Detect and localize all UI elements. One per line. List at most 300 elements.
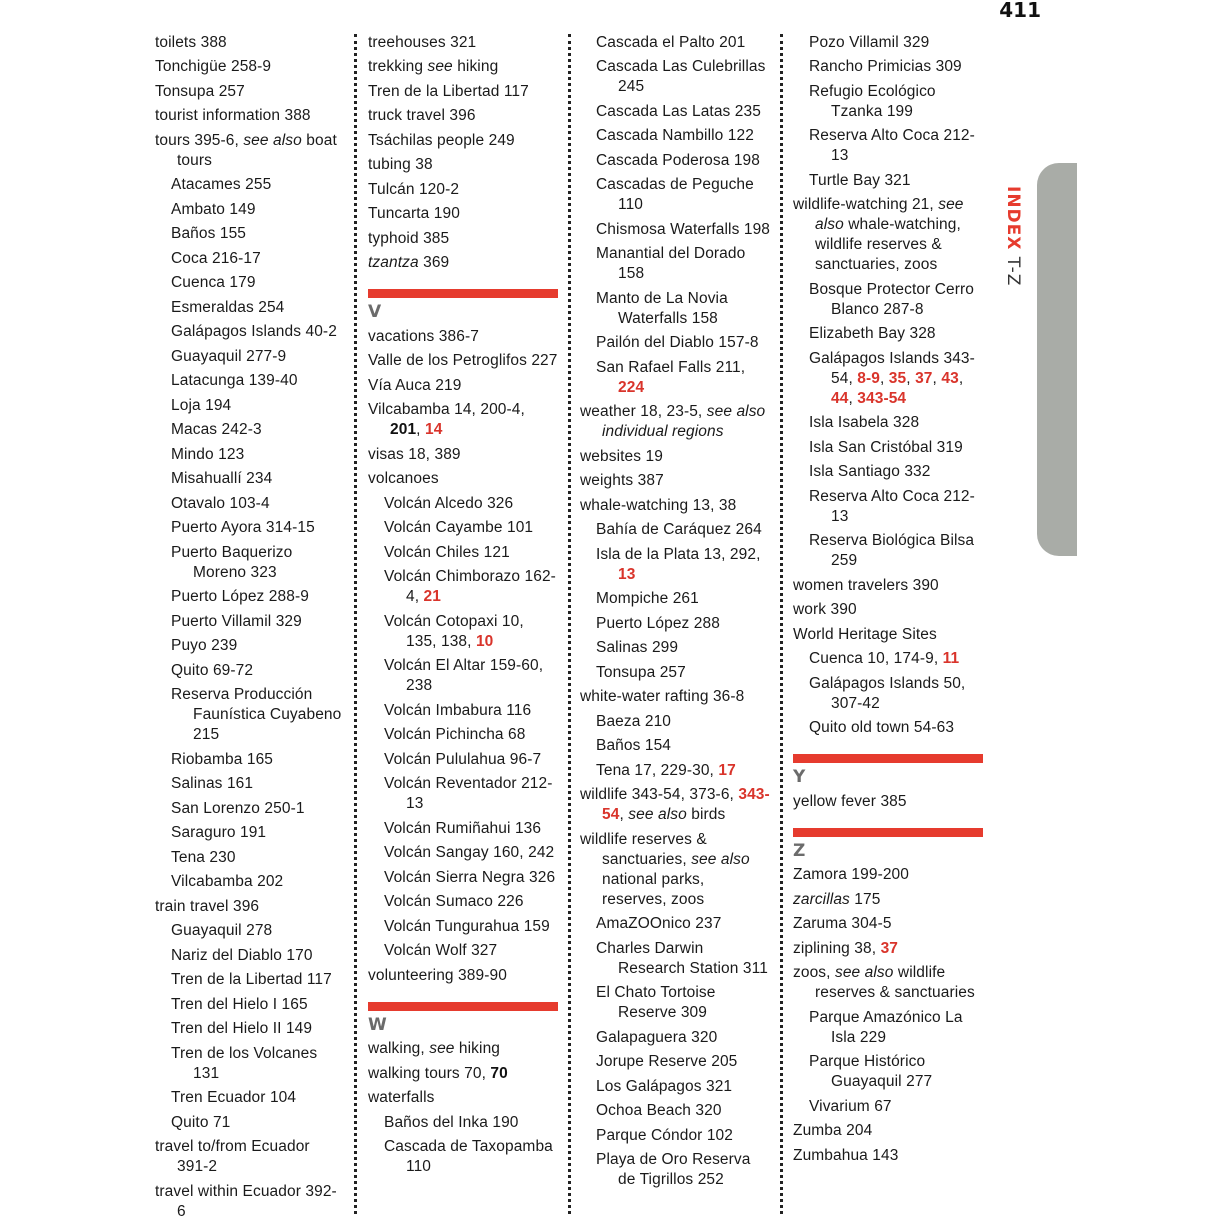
- entry-text: hiking: [454, 1040, 501, 1057]
- entry-text: Zamora 199-200: [793, 866, 909, 883]
- index-subentry: [155, 799, 345, 819]
- index-entry: [793, 625, 983, 645]
- index-entry: [368, 966, 558, 986]
- entry-text: zarcillas: [793, 890, 850, 908]
- entry-text: Volcán Pichincha 68: [384, 726, 526, 743]
- index-subentry: [368, 725, 558, 745]
- entry-text: Galapaguera 320: [596, 1028, 718, 1046]
- entry-text: Isla Isabela 328: [809, 414, 920, 431]
- entry-text: Macas 242-3: [171, 421, 262, 438]
- index-entry: [368, 180, 558, 200]
- index-subentry: [155, 774, 345, 794]
- entry-text: Galápagos Islands 40-2: [171, 323, 337, 340]
- entry-text: Volcán Chiles 121: [384, 543, 510, 561]
- entry-text: see also: [628, 806, 687, 823]
- entry-text: Ochoa Beach 320: [596, 1102, 722, 1119]
- photo-page-ref: 44: [831, 389, 849, 407]
- photo-page-ref: 35: [888, 369, 907, 387]
- entry-text: San Rafael Falls 211,: [596, 358, 746, 376]
- index-subentry: [580, 614, 772, 634]
- entry-text: Baños 155: [171, 225, 247, 242]
- entry-text: Volcán Rumiñahui 136: [384, 819, 542, 837]
- index-subentry: [580, 220, 772, 240]
- index-subentry: [155, 636, 345, 656]
- index-entry: [155, 106, 345, 126]
- index-entry: [580, 471, 772, 491]
- photo-page-ref: 17: [718, 761, 736, 779]
- index-subentry: [580, 1077, 772, 1097]
- index-entry: [155, 131, 345, 171]
- index-entry: [580, 402, 772, 442]
- index-entry: [368, 400, 558, 440]
- index-subentry: [580, 939, 772, 979]
- index-entry: [793, 600, 983, 620]
- entry-text: Tonsupa 257: [155, 82, 245, 100]
- entry-text: tourist information 388: [155, 107, 311, 124]
- entry-text: Volcán Sierra Negra 326: [384, 868, 556, 886]
- index-subentry: [580, 333, 772, 353]
- index-subentry: [580, 761, 772, 781]
- entry-text: Cascada Las Latas 235: [596, 102, 761, 120]
- index-subentry: [580, 102, 772, 122]
- entry-text: Reserva Alto Coca 212-13: [809, 127, 975, 164]
- entry-text: Puyo 239: [171, 637, 238, 654]
- index-subentry: [155, 396, 345, 416]
- entry-text: truck travel 396: [368, 107, 476, 124]
- map-page-ref: 201: [390, 421, 417, 438]
- index-subentry: [368, 612, 558, 652]
- entry-text: websites 19: [580, 447, 663, 465]
- entry-text: see: [429, 1040, 455, 1057]
- entry-text: Bahía de Caráquez 264: [596, 521, 762, 538]
- index-subentry: [580, 1150, 772, 1190]
- index-entry: [368, 469, 558, 489]
- section-letter: V: [368, 302, 382, 322]
- index-entry: [368, 327, 558, 347]
- entry-text: Reserva Alto Coca 212-13: [809, 487, 975, 525]
- entry-text: Tulcán 120-2: [368, 180, 460, 198]
- index-subentry: [580, 33, 772, 53]
- index-entry: [580, 785, 772, 825]
- section-bar: [368, 289, 558, 298]
- photo-page-ref: 343-54: [602, 786, 770, 823]
- index-subentry: [793, 324, 983, 344]
- index-subentry: [793, 126, 983, 166]
- entry-text: Otavalo 103-4: [171, 494, 270, 512]
- index-entry: [368, 1088, 558, 1108]
- entry-text: Tren Ecuador 104: [171, 1089, 297, 1106]
- entry-text: trekking: [368, 58, 428, 75]
- entry-text: walking,: [368, 1040, 430, 1057]
- entry-text: Puerto López 288-9: [171, 588, 309, 605]
- entry-text: see also: [691, 850, 750, 868]
- index-subentry: [368, 494, 558, 514]
- entry-text: ,: [879, 369, 889, 387]
- entry-text: tours 395-6,: [155, 131, 244, 149]
- index-subentry: [793, 531, 983, 571]
- photo-page-ref: 14: [425, 421, 443, 438]
- index-subentry: [155, 685, 345, 745]
- entry-text: Turtle Bay 321: [809, 171, 911, 189]
- index-subentry: [155, 494, 345, 514]
- index-subentry: [580, 57, 772, 97]
- entry-text: Tena 17, 229-30,: [596, 761, 719, 779]
- entry-text: Volcán Imbabura 116: [384, 701, 532, 719]
- entry-text: zoos,: [793, 964, 835, 981]
- entry-text: see also: [243, 131, 302, 149]
- entry-text: Volcán Chimborazo 162-4,: [384, 568, 556, 605]
- entry-text: AmaZOOnico 237: [596, 915, 722, 932]
- index-entry: [368, 204, 558, 224]
- entry-text: Vivarium 67: [809, 1097, 892, 1115]
- entry-text: treehouses 321: [368, 33, 477, 51]
- section-bar: [793, 754, 983, 763]
- entry-text: Rancho Primicias 309: [809, 58, 962, 75]
- index-subentry: [793, 674, 983, 714]
- entry-text: San Lorenzo 250-1: [171, 799, 305, 817]
- entry-text: typhoid 385: [368, 229, 450, 247]
- entry-text: Bosque Protector Cerro Blanco 287-8: [809, 280, 975, 318]
- index-subentry: [368, 656, 558, 696]
- index-entry: [368, 1039, 558, 1059]
- index-subentry: [793, 487, 983, 527]
- section-bar: [368, 1002, 558, 1011]
- entry-text: Chismosa Waterfalls 198: [596, 220, 771, 238]
- index-subentry: [793, 82, 983, 122]
- index-entry: [368, 445, 558, 465]
- index-entry: [793, 576, 983, 596]
- entry-text: waterfalls: [368, 1089, 435, 1106]
- entry-text: whale-watching 13, 38: [580, 496, 737, 514]
- index-subentry: [793, 33, 983, 53]
- index-subentry: [368, 819, 558, 839]
- index-subentry: [793, 438, 983, 458]
- photo-page-ref: 13: [618, 565, 636, 583]
- photo-page-ref: 11: [942, 650, 960, 667]
- entry-text: Refugio Ecológico Tzanka 199: [809, 82, 936, 120]
- entry-text: Jorupe Reserve 205: [596, 1053, 738, 1070]
- entry-text: Tren de la Libertad 117: [368, 82, 529, 100]
- entry-text: Volcán Cayambe 101: [384, 519, 534, 536]
- index-subentry: [155, 1044, 345, 1084]
- index-subentry: [368, 1137, 558, 1177]
- index-subentry: [155, 823, 345, 843]
- index-subentry: [368, 892, 558, 912]
- index-subentry: [368, 518, 558, 538]
- index-column-4: [793, 28, 983, 1166]
- entry-text: Mindo 123: [171, 445, 245, 463]
- photo-page-ref: 43: [941, 369, 959, 387]
- entry-text: Volcán Reventador 212-13: [384, 775, 553, 812]
- entry-text: see also: [706, 403, 766, 420]
- index-subentry: [155, 200, 345, 220]
- section-letter: Z: [793, 840, 806, 861]
- index-subentry: [155, 587, 345, 607]
- index-subentry: [580, 151, 772, 171]
- index-subentry: [580, 244, 772, 284]
- index-entry: [155, 897, 345, 917]
- entry-text: Volcán Alcedo 326: [384, 494, 514, 512]
- entry-text: women travelers 390: [793, 576, 939, 594]
- index-subentry: [580, 589, 772, 609]
- entry-text: Volcán El Altar 159-60, 238: [384, 657, 544, 694]
- entry-text: Galápagos Islands 50, 307-42: [809, 674, 966, 712]
- index-entry: [368, 351, 558, 371]
- index-subentry: [368, 701, 558, 721]
- entry-text: ,: [906, 369, 916, 387]
- side-tab-range: T-Z: [1003, 256, 1023, 287]
- index-subentry: [580, 914, 772, 934]
- entry-text: Esmeraldas 254: [171, 298, 285, 316]
- index-subentry: [793, 171, 983, 191]
- index-subentry: [155, 347, 345, 367]
- entry-text: whale-watching, wildlife reserves & sanctuaries, zoos: [815, 216, 961, 273]
- entry-text: Tonchigüe 258-9: [155, 58, 272, 75]
- section-letter: W: [368, 1014, 387, 1035]
- index-entry: [580, 830, 772, 910]
- index-subentry: [580, 638, 772, 658]
- entry-text: Loja 194: [171, 396, 232, 414]
- entry-text: vacations 386-7: [368, 327, 479, 345]
- index-subentry: [155, 469, 345, 489]
- entry-text: Manantial del Dorado 158: [596, 245, 746, 282]
- entry-text: Volcán Pululahua 96-7: [384, 750, 542, 768]
- entry-text: weights 387: [580, 472, 664, 489]
- entry-text: volcanoes: [368, 470, 439, 487]
- index-subentry: [580, 1101, 772, 1121]
- index-subentry: [580, 712, 772, 732]
- map-page-ref: 70: [490, 1064, 508, 1082]
- entry-text: Pozo Villamil 329: [809, 33, 930, 51]
- index-subentry: [368, 750, 558, 770]
- entry-text: Charles Darwin Research Station 311: [596, 939, 768, 977]
- entry-text: ,: [958, 369, 964, 387]
- index-entry: [793, 195, 983, 275]
- entry-text: Parque Histórico Guayaquil 277: [809, 1053, 933, 1090]
- index-subentry: [155, 371, 345, 391]
- index-subentry: [155, 970, 345, 990]
- entry-text: Guayaquil 278: [171, 922, 273, 939]
- index-entry: [155, 1137, 345, 1177]
- photo-page-ref: 37: [915, 369, 933, 387]
- index-entry: [368, 106, 558, 126]
- index-entry: [155, 1182, 345, 1222]
- entry-text: individual regions: [602, 423, 724, 440]
- entry-text: wildlife reserves & sanctuaries,: [580, 830, 707, 868]
- entry-text: boat tours: [177, 131, 337, 169]
- entry-text: Vía Auca 219: [368, 376, 462, 394]
- index-subentry: [155, 612, 345, 632]
- entry-text: Tren del Hielo II 149: [171, 1020, 313, 1037]
- index-subentry: [793, 1097, 983, 1117]
- entry-text: Puerto Villamil 329: [171, 612, 302, 630]
- entry-text: national parks, reserves, zoos: [602, 870, 705, 908]
- entry-text: wildlife 343-54, 373-6,: [580, 786, 739, 803]
- entry-text: Los Galápagos 321: [596, 1077, 733, 1095]
- index-subentry: [368, 567, 558, 607]
- index-entry: [368, 155, 558, 175]
- index-column-3: [580, 28, 772, 1190]
- index-subentry: [368, 941, 558, 961]
- index-subentry: [580, 289, 772, 329]
- entry-text: Tren del Hielo I 165: [171, 995, 308, 1013]
- entry-text: Parque Cóndor 102: [596, 1126, 733, 1144]
- entry-text: birds: [686, 806, 726, 823]
- entry-text: train travel 396: [155, 897, 260, 915]
- entry-text: ziplining 38,: [793, 939, 881, 957]
- entry-text: Cascadas de Peguche 110: [596, 176, 754, 213]
- entry-text: white-water rafting 36-8: [580, 688, 745, 705]
- index-entry: [793, 963, 983, 1003]
- entry-text: Baños del Inka 190: [384, 1113, 519, 1131]
- entry-text: Mompiche 261: [596, 590, 699, 607]
- photo-page-ref: 21: [423, 588, 441, 605]
- column-divider: [780, 34, 783, 1214]
- entry-text: Cascada de Taxopamba 110: [384, 1138, 553, 1175]
- column-divider: [354, 34, 357, 1214]
- entry-text: Baeza 210: [596, 712, 672, 730]
- section-bar: [793, 828, 983, 837]
- entry-text: Zumba 204: [793, 1122, 873, 1139]
- index-entry: [793, 939, 983, 959]
- index-subentry: [368, 917, 558, 937]
- entry-text: Zaruma 304-5: [793, 915, 892, 932]
- index-subentry: [793, 413, 983, 433]
- entry-text: toilets 388: [155, 33, 227, 51]
- entry-text: Reserva Producción Faunística Cuyabeno 215: [171, 686, 342, 743]
- entry-text: Puerto Baquerizo Moreno 323: [171, 543, 293, 581]
- entry-text: Cascada Poderosa 198: [596, 151, 761, 169]
- entry-text: hiking: [452, 58, 499, 75]
- index-subentry: [368, 1113, 558, 1133]
- entry-text: Reserva Biológica Bilsa 259: [809, 532, 975, 569]
- index-entry: [368, 57, 558, 77]
- entry-text: Latacunga 139-40: [171, 372, 298, 389]
- index-subentry: [580, 736, 772, 756]
- index-entry: [368, 131, 558, 151]
- entry-text: visas 18, 389: [368, 445, 461, 463]
- entry-text: Pailón del Diablo 157-8: [596, 334, 759, 351]
- entry-text: Galápagos Islands 343-54,: [809, 349, 975, 387]
- entry-text: Elizabeth Bay 328: [809, 325, 936, 342]
- index-subentry: [155, 848, 345, 868]
- entry-text: weather 18, 23-5,: [580, 403, 707, 420]
- index-subentry: [155, 518, 345, 538]
- entry-text: ,: [416, 421, 425, 438]
- index-subentry: [368, 843, 558, 863]
- index-subentry: [155, 1019, 345, 1039]
- entry-text: Cascada Nambillo 122: [596, 127, 754, 144]
- entry-text: Tonsupa 257: [596, 663, 686, 681]
- entry-text: volunteering 389-90: [368, 966, 507, 984]
- index-subentry: [155, 543, 345, 583]
- entry-text: travel to/from Ecuador 391-2: [155, 1138, 310, 1175]
- entry-text: wildlife reserves & sanctuaries: [815, 964, 975, 1001]
- entry-text: Cuenca 179: [171, 274, 256, 291]
- index-subentry: [580, 983, 772, 1023]
- photo-page-ref: 37: [880, 939, 899, 957]
- index-entry: [368, 229, 558, 249]
- entry-text: Tuncarta 190: [368, 205, 460, 222]
- entry-text: Salinas 161: [171, 775, 254, 792]
- index-entry: [155, 82, 345, 102]
- index-entry: [368, 33, 558, 53]
- entry-text: wildlife-watching 21,: [793, 196, 939, 213]
- photo-page-ref: 10: [475, 632, 494, 650]
- index-subentry: [155, 175, 345, 195]
- entry-text: tzantza: [368, 254, 419, 271]
- entry-text: ,: [619, 806, 629, 823]
- entry-text: Zumbahua 143: [793, 1146, 899, 1164]
- index-subentry: [155, 420, 345, 440]
- entry-text: Tren de los Volcanes 131: [171, 1044, 318, 1082]
- index-entry: [155, 33, 345, 53]
- entry-text: Guayaquil 277-9: [171, 347, 287, 365]
- index-subentry: [155, 661, 345, 681]
- entry-text: Isla San Cristóbal 319: [809, 438, 963, 456]
- entry-text: Puerto Ayora 314-15: [171, 519, 315, 536]
- index-subentry: [155, 921, 345, 941]
- entry-text: Vilcabamba 202: [171, 873, 284, 890]
- index-entry: [793, 890, 983, 910]
- entry-text: see: [427, 58, 453, 75]
- index-subentry: [580, 1052, 772, 1072]
- entry-text: Quito 71: [171, 1113, 231, 1131]
- entry-text: Tena 230: [171, 848, 236, 866]
- entry-text: Vilcabamba 14, 200-4,: [368, 401, 525, 418]
- entry-text: see also: [815, 196, 964, 233]
- entry-text: travel within Ecuador 392-6: [155, 1182, 337, 1220]
- index-entry: [368, 376, 558, 396]
- entry-text: Volcán Sumaco 226: [384, 893, 524, 910]
- column-divider: [568, 34, 571, 1214]
- index-subentry: [580, 126, 772, 146]
- index-subentry: [155, 298, 345, 318]
- entry-text: El Chato Tortoise Reserve 309: [596, 984, 716, 1021]
- photo-page-ref: 224: [618, 378, 645, 396]
- index-entry: [368, 253, 558, 273]
- index-subentry: [580, 545, 772, 585]
- entry-text: Riobamba 165: [171, 750, 274, 768]
- index-entry: [793, 1146, 983, 1166]
- entry-text: see also: [834, 964, 894, 981]
- entry-text: Atacames 255: [171, 176, 272, 193]
- index-subentry: [155, 224, 345, 244]
- side-tab: [1037, 163, 1077, 556]
- photo-page-ref: 343-54: [857, 389, 907, 407]
- index-subentry: [580, 1028, 772, 1048]
- entry-text: Misahuallí 234: [171, 470, 273, 487]
- index-subentry: [155, 322, 345, 342]
- index-entry: [793, 865, 983, 885]
- entry-text: Volcán Wolf 327: [384, 942, 498, 959]
- entry-text: Valle de los Petroglifos 227: [368, 352, 558, 369]
- index-subentry: [155, 249, 345, 269]
- index-column-1: [155, 28, 345, 1222]
- entry-text: Coca 216-17: [171, 249, 261, 267]
- index-subentry: [155, 1088, 345, 1108]
- page-number: 411: [999, 0, 1041, 22]
- side-tab-label: [1003, 186, 1023, 286]
- entry-text: World Heritage Sites: [793, 625, 937, 643]
- index-subentry: [155, 750, 345, 770]
- entry-text: Volcán Cotopaxi 10, 135, 138,: [384, 612, 524, 650]
- entry-text: Cascada Las Culebrillas 245: [596, 58, 766, 95]
- index-subentry: [155, 946, 345, 966]
- index-subentry: [155, 872, 345, 892]
- index-subentry: [793, 1008, 983, 1048]
- entry-text: Tsáchilas people 249: [368, 131, 515, 149]
